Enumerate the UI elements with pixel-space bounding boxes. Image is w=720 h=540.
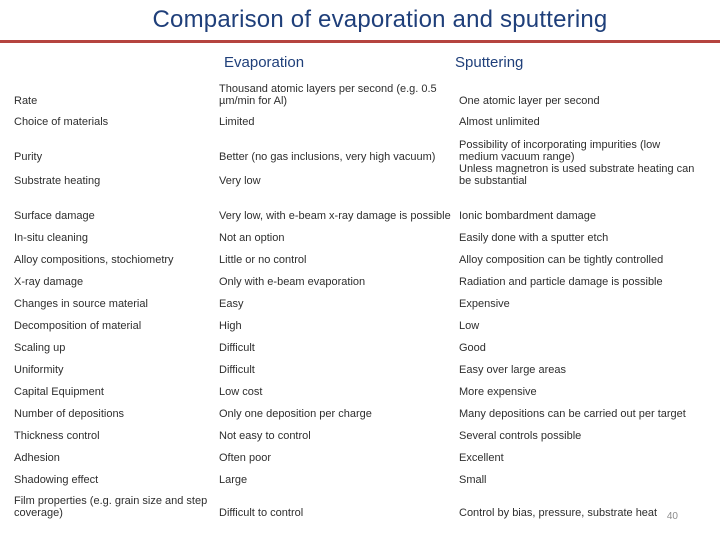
- evaporation-cell: Very low: [219, 175, 261, 187]
- title-divider: [0, 40, 720, 43]
- property-cell: X-ray damage: [14, 276, 84, 288]
- property-cell: Rate: [14, 95, 38, 107]
- sputtering-cell: Control by bias, pressure, substrate heat: [459, 507, 658, 519]
- comparison-table: [12, 74, 702, 519]
- slide-title: Comparison of evaporation and sputtering: [152, 6, 608, 33]
- property-cell: Uniformity: [14, 364, 64, 376]
- table-row: [12, 442, 702, 464]
- sputtering-cell: Unless magnetron is used substrate heating can be substantial: [459, 163, 695, 187]
- evaporation-cell: Large: [219, 474, 248, 486]
- evaporation-cell: Not easy to control: [219, 430, 311, 442]
- evaporation-cell: Low cost: [219, 386, 263, 398]
- sputtering-cell: Low: [459, 320, 480, 332]
- evaporation-cell: Only with e-beam evaporation: [219, 276, 366, 288]
- property-cell: Capital Equipment: [14, 386, 104, 398]
- column-header-evaporation: Evaporation: [224, 54, 305, 71]
- property-cell: Choice of materials: [14, 116, 109, 128]
- property-cell: Scaling up: [14, 342, 66, 354]
- evaporation-cell: Better (no gas inclusions, very high vacuum): [219, 151, 436, 163]
- table-row: [12, 266, 702, 288]
- sputtering-cell: Several controls possible: [459, 430, 582, 442]
- evaporation-cell: Only one deposition per charge: [219, 408, 372, 420]
- sputtering-cell: One atomic layer per second: [459, 95, 600, 107]
- table-row: [12, 107, 702, 128]
- comparison-table-body: [12, 74, 702, 519]
- table-row: [12, 187, 702, 222]
- column-header-sputtering: Sputtering: [455, 54, 524, 71]
- evaporation-cell: High: [219, 320, 242, 332]
- property-cell: Alloy compositions, stochiometry: [14, 254, 174, 266]
- page-number: 40: [666, 511, 678, 522]
- property-cell: Shadowing effect: [14, 474, 99, 486]
- sputtering-cell: Small: [459, 474, 487, 486]
- evaporation-cell: Often poor: [219, 452, 271, 464]
- evaporation-cell: Difficult: [219, 342, 255, 354]
- table-row: [12, 354, 702, 376]
- sputtering-cell: Possibility of incorporating impurities (low medium vacuum range): [459, 139, 661, 163]
- property-cell: Surface damage: [14, 210, 95, 222]
- table-row: [12, 163, 702, 187]
- table-row: [12, 288, 702, 310]
- sputtering-cell: Easily done with a sputter etch: [459, 232, 609, 244]
- table-row: [12, 464, 702, 486]
- table-row: [12, 222, 702, 244]
- table-row: [12, 420, 702, 442]
- property-cell: Purity: [14, 151, 43, 163]
- evaporation-cell: Very low, with e-beam x-ray damage is possible: [219, 210, 451, 222]
- evaporation-cell: Not an option: [219, 232, 285, 244]
- evaporation-cell: Little or no control: [219, 254, 307, 266]
- table-row: [12, 332, 702, 354]
- property-cell: Film properties (e.g. grain size and step coverage): [14, 495, 208, 519]
- sputtering-cell: Many depositions can be carried out per target: [459, 408, 686, 420]
- sputtering-cell: Excellent: [459, 452, 504, 464]
- evaporation-cell: Difficult to control: [219, 507, 304, 519]
- property-cell: Adhesion: [14, 452, 60, 464]
- property-cell: Thickness control: [14, 430, 100, 442]
- sputtering-cell: Radiation and particle damage is possible: [459, 276, 663, 288]
- table-row: [12, 128, 702, 163]
- sputtering-cell: Expensive: [459, 298, 510, 310]
- evaporation-cell: Easy: [219, 298, 244, 310]
- table-row: [12, 398, 702, 420]
- table-row: [12, 376, 702, 398]
- sputtering-cell: Alloy composition can be tightly controlled: [459, 254, 664, 266]
- sputtering-cell: Good: [459, 342, 486, 354]
- table-row: [12, 244, 702, 266]
- property-cell: Number of depositions: [14, 408, 125, 420]
- sputtering-cell: Easy over large areas: [459, 364, 566, 376]
- evaporation-cell: Difficult: [219, 364, 255, 376]
- sputtering-cell: Ionic bombardment damage: [459, 210, 596, 222]
- evaporation-cell: Thousand atomic layers per second (e.g. 0.5 µm/min for Al): [219, 83, 437, 107]
- property-cell: Changes in source material: [14, 298, 148, 310]
- sputtering-cell: Almost unlimited: [459, 116, 540, 128]
- property-cell: Substrate heating: [14, 175, 101, 187]
- sputtering-cell: More expensive: [459, 386, 537, 398]
- table-row: [12, 310, 702, 332]
- property-cell: In-situ cleaning: [14, 232, 88, 244]
- evaporation-cell: Limited: [219, 116, 255, 128]
- table-row: [12, 74, 702, 107]
- property-cell: Decomposition of material: [14, 320, 142, 332]
- table-row: [12, 486, 702, 519]
